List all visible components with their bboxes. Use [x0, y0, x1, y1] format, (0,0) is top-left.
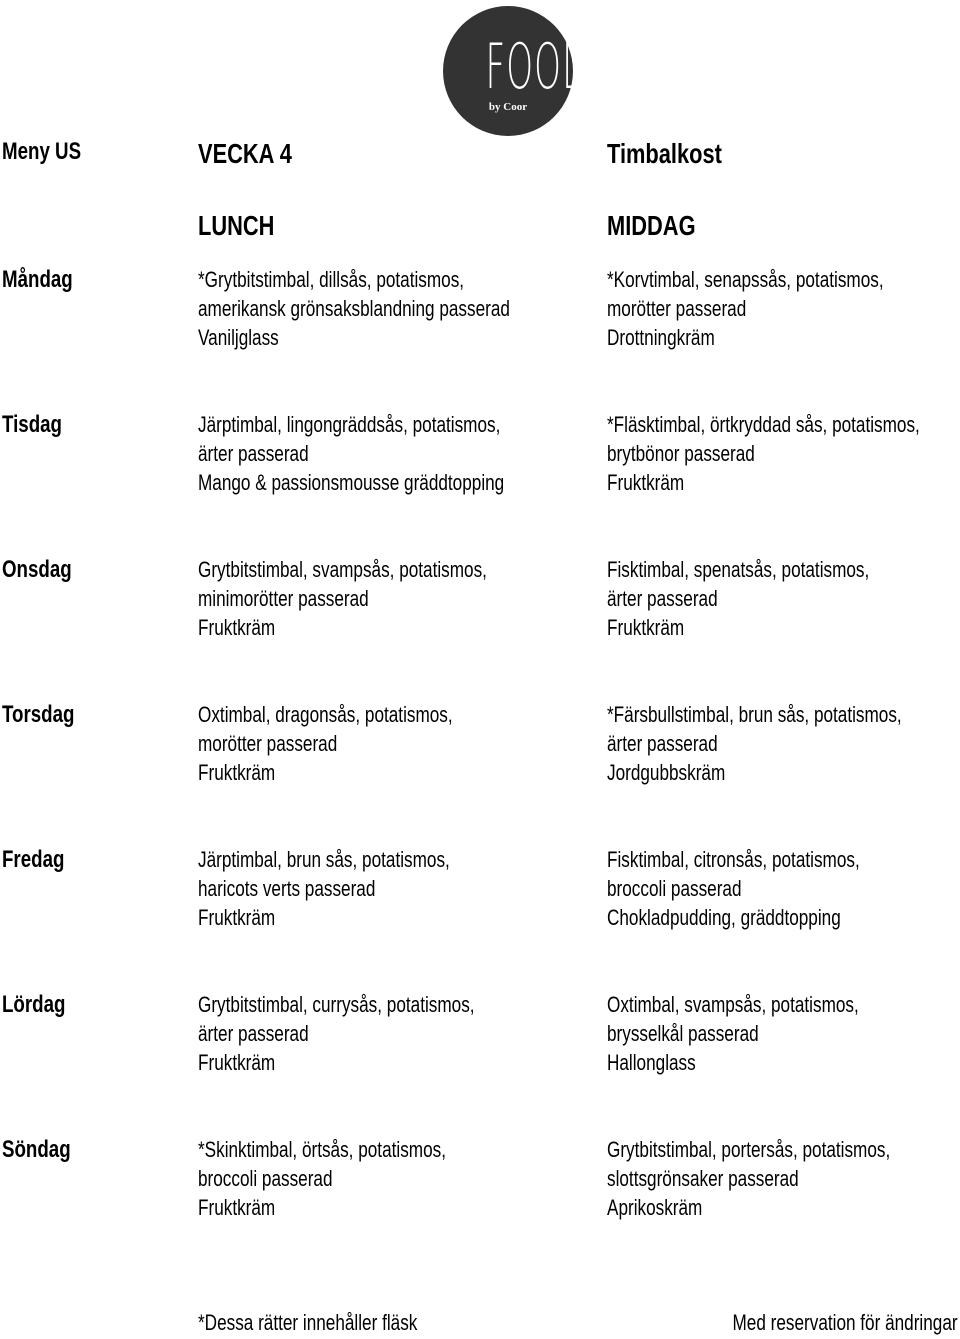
dinner-line: Oxtimbal, svampsås, potatismos,	[607, 992, 859, 1017]
dinner-cell	[607, 845, 931, 932]
dinner-heading: MIDDAG	[607, 210, 696, 241]
dinner-line: Fruktkräm	[607, 615, 685, 640]
lunch-line: Järptimbal, lingongräddsås, potatismos,	[198, 412, 501, 437]
dinner-line: Drottningkräm	[607, 325, 715, 350]
week-label: VECKA 4	[198, 138, 292, 169]
dinner-cell	[607, 555, 943, 642]
dinner-cell	[607, 410, 960, 497]
dinner-line: *Korvtimbal, senapssås, potatismos,	[607, 267, 884, 292]
day-label: Söndag	[2, 1136, 71, 1163]
day-label: Onsdag	[2, 556, 72, 583]
dinner-line: *Fläsktimbal, örtkryddad sås, potatismos,	[607, 412, 920, 437]
lunch-line: Fruktkräm	[198, 1195, 276, 1220]
lunch-line: haricots verts passerad	[198, 876, 376, 901]
lunch-line: amerikansk grönsaksblandning passerad	[198, 296, 510, 321]
dinner-cell	[607, 265, 960, 352]
pork-note: *Dessa rätter innehåller fläsk	[198, 1310, 418, 1335]
dinner-line: ärter passerad	[607, 731, 718, 756]
food-by-coor-logo	[443, 6, 590, 136]
dinner-line: ärter passerad	[607, 586, 718, 611]
lunch-line: Fruktkräm	[198, 1050, 276, 1075]
lunch-line: Vaniljglass	[198, 325, 279, 350]
lunch-line: ärter passerad	[198, 441, 309, 466]
diet-label: Timbalkost	[607, 138, 722, 169]
lunch-cell	[198, 555, 568, 642]
lunch-cell	[198, 410, 591, 497]
dinner-line: slottsgrönsaker passerad	[607, 1166, 799, 1191]
lunch-line: ärter passerad	[198, 1021, 309, 1046]
day-label: Fredag	[2, 846, 65, 873]
lunch-line: Grytbitstimbal, svampsås, potatismos,	[198, 557, 487, 582]
reservation-note: Med reservation för ändringar	[732, 1310, 958, 1335]
lunch-cell	[198, 265, 598, 352]
dinner-cell	[607, 990, 930, 1077]
lunch-line: Mango & passionsmousse gräddtopping	[198, 470, 505, 495]
lunch-heading: LUNCH	[198, 210, 275, 241]
dinner-cell	[607, 1135, 960, 1222]
lunch-line: *Skinktimbal, örtsås, potatismos,	[198, 1137, 446, 1162]
lunch-line: Grytbitstimbal, currysås, potatismos,	[198, 992, 475, 1017]
dinner-line: Grytbitstimbal, portersås, potatismos,	[607, 1137, 891, 1162]
dinner-line: brytbönor passerad	[607, 441, 755, 466]
dinner-line: Fisktimbal, spenatsås, potatismos,	[607, 557, 870, 582]
dinner-line: *Färsbullstimbal, brun sås, potatismos,	[607, 702, 902, 727]
lunch-line: *Grytbitstimbal, dillsås, potatismos,	[198, 267, 465, 292]
logo-word: FOOD	[485, 30, 590, 103]
lunch-line: minimorötter passerad	[198, 586, 369, 611]
lunch-cell	[198, 845, 521, 932]
dinner-line: broccoli passerad	[607, 876, 742, 901]
dinner-line: Aprikoskräm	[607, 1195, 703, 1220]
menu-name: Meny US	[2, 138, 82, 165]
lunch-line: Fruktkräm	[198, 905, 276, 930]
lunch-line: Järptimbal, brun sås, potatismos,	[198, 847, 450, 872]
dinner-line: morötter passerad	[607, 296, 747, 321]
dinner-line: Jordgubbskräm	[607, 760, 726, 785]
day-label: Måndag	[2, 266, 73, 293]
lunch-line: Oxtimbal, dragonsås, potatismos,	[198, 702, 453, 727]
dinner-cell	[607, 700, 960, 787]
lunch-cell	[198, 1135, 516, 1222]
day-label: Torsdag	[2, 701, 75, 728]
lunch-line: morötter passerad	[198, 731, 338, 756]
dinner-line: brysselkål passerad	[607, 1021, 759, 1046]
dinner-line: Chokladpudding, gräddtopping	[607, 905, 841, 930]
dinner-line: Fisktimbal, citronsås, potatismos,	[607, 847, 860, 872]
lunch-cell	[198, 990, 553, 1077]
logo-subtitle: by Coor	[488, 101, 528, 113]
day-label: Lördag	[2, 991, 66, 1018]
lunch-line: Fruktkräm	[198, 615, 276, 640]
dinner-line: Hallonglass	[607, 1050, 696, 1075]
lunch-line: broccoli passerad	[198, 1166, 333, 1191]
lunch-cell	[198, 700, 524, 787]
day-label: Tisdag	[2, 411, 62, 438]
lunch-line: Fruktkräm	[198, 760, 276, 785]
dinner-line: Fruktkräm	[607, 470, 685, 495]
